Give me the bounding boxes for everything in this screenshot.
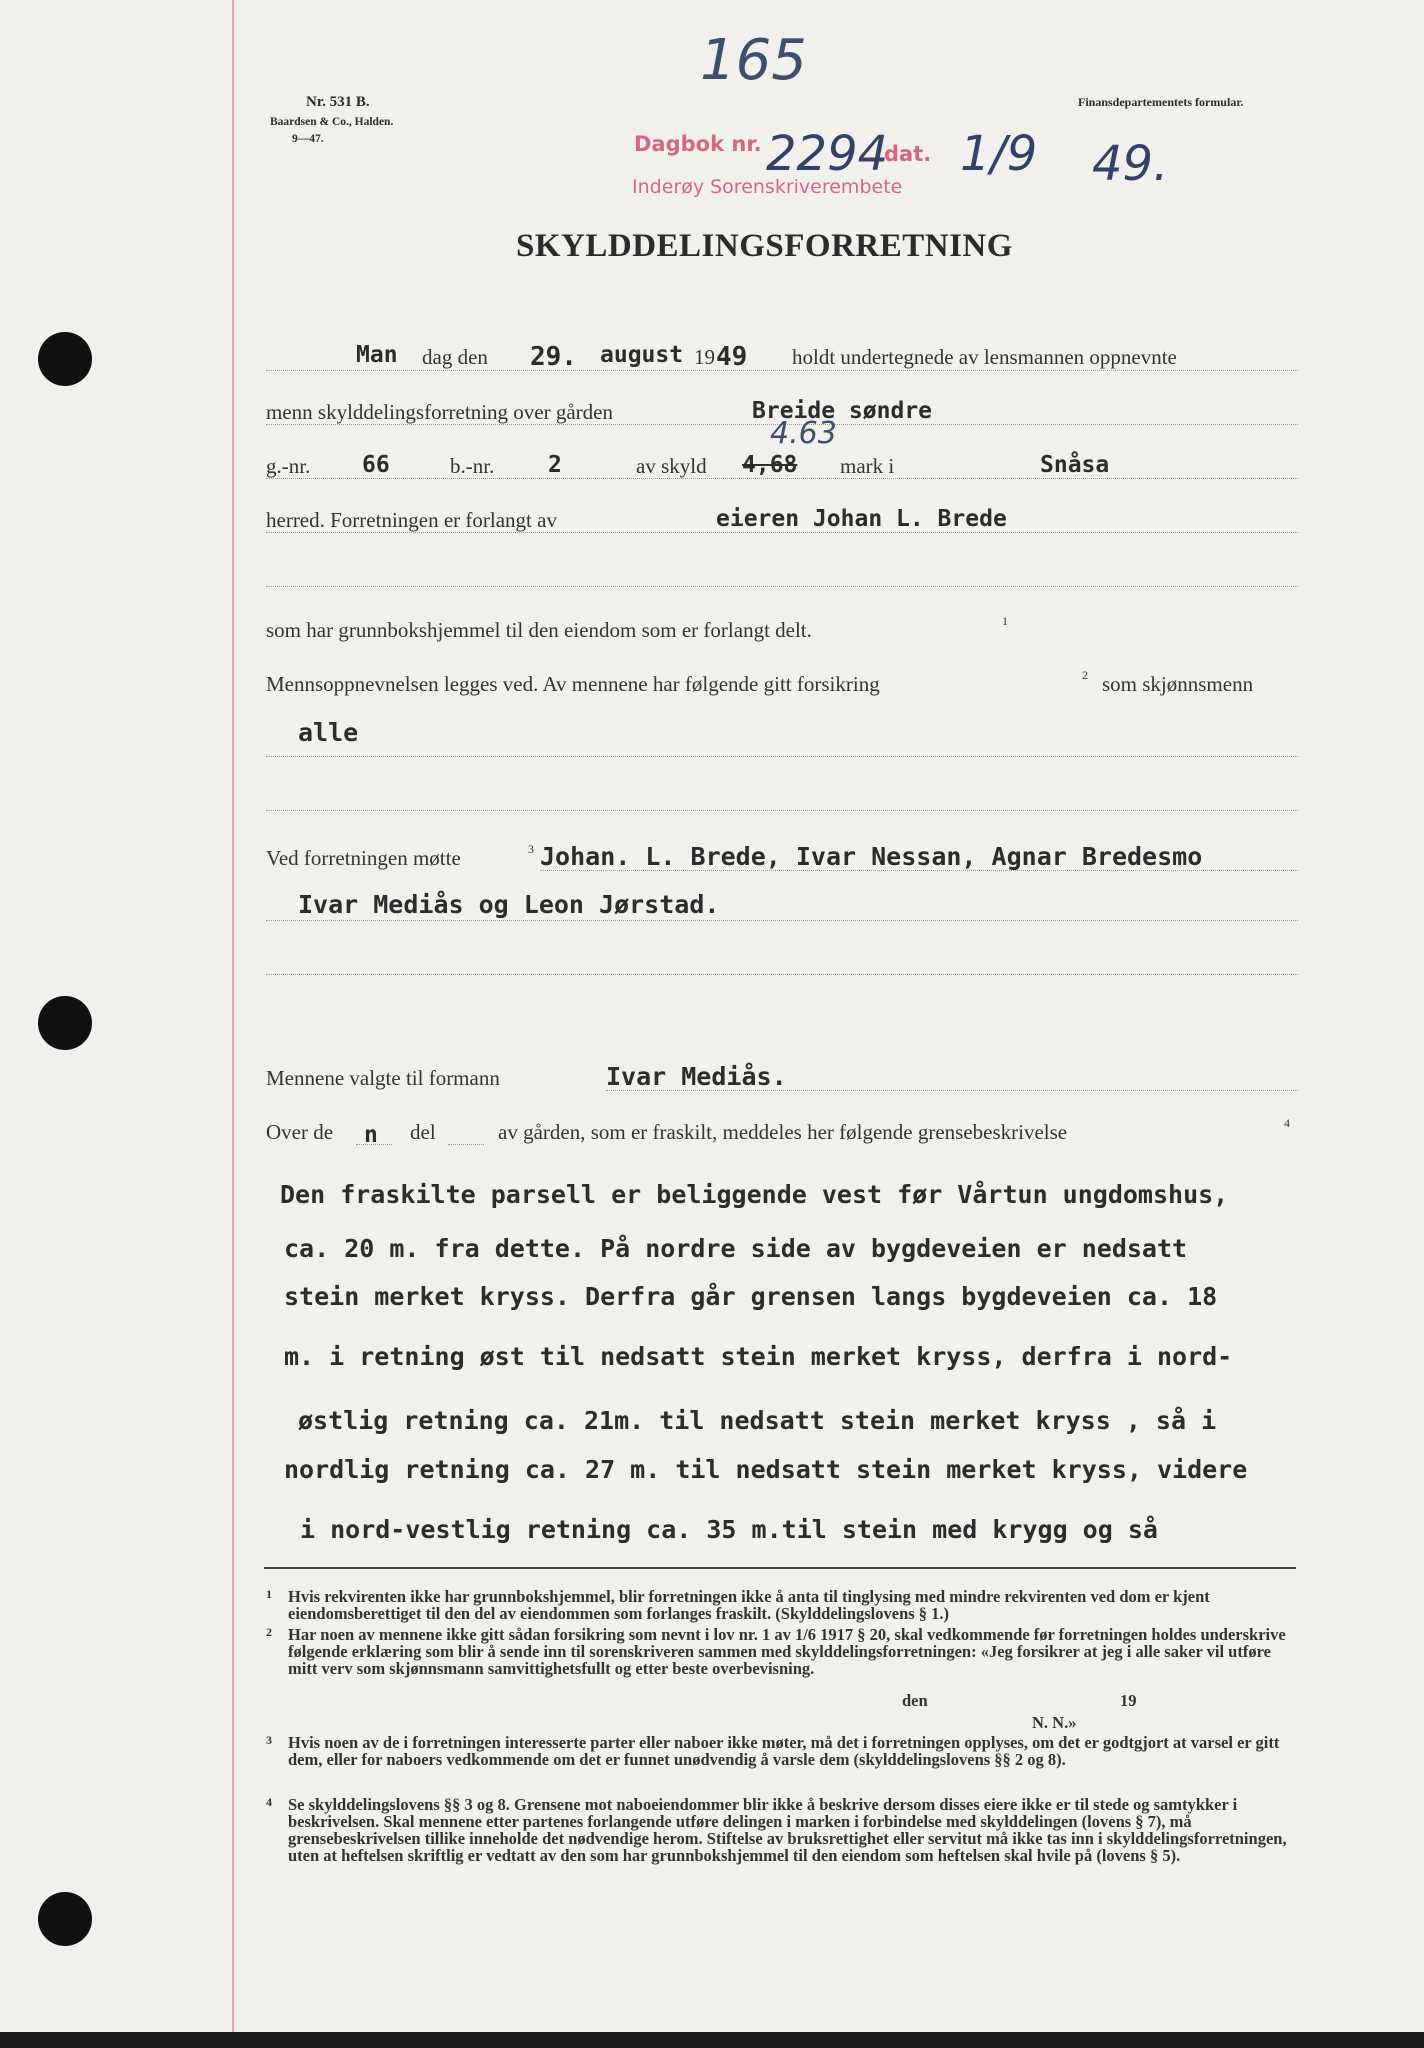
stamp-date-label: dat. [884, 142, 932, 166]
footnote-text: Hvis rekvirenten ikke har grunnbokshjemmel, blir forretningen ikke å anta til tinglysing med mindre rekvirenten ved dom er kjent eiendomsberettiget til den del av eiendommen som forlanges fraskilt. (Skylddelingslovens § 1.) [288, 1587, 1210, 1623]
print-date: 9—47. [292, 133, 324, 145]
dotted-line [448, 1144, 484, 1145]
punch-hole [38, 1892, 92, 1946]
footnote-text: Har noen av mennene ikke gitt sådan forsikring som nevnt i lov nr. 1 av 1/6 1917 § 20, skal vedkommende før forretningen holdes underskrive følgende erklæring som blir å sende inn til sorenskriveren sammen med skylddelingsforretningen: «Jeg forsikrer at jeg i alle saker vil utføre mitt verv som skjønnsmann samvittighetsfullt og etter beste overbevisning. [288, 1625, 1286, 1678]
line1-text: holdt undertegnede av lensmannen oppnevnte [792, 345, 1177, 369]
del-label: del [410, 1120, 436, 1144]
footnote-2-den: den [902, 1691, 928, 1710]
bnr-label: b.-nr. [450, 454, 495, 478]
footnote-mark: 4 [1284, 1116, 1290, 1130]
footnote-number: 4 [266, 1795, 272, 1809]
gnr-value: 66 [362, 452, 390, 478]
punch-hole [38, 332, 92, 386]
page-number: 165 [700, 28, 807, 93]
grunnbok-text: som har grunnbokshjemmel til den eiendom som er forlangt delt. [266, 618, 812, 642]
footnote-2-year: 19 [1120, 1691, 1137, 1710]
menn-text: Mennsoppnevnelsen legges ved. Av mennene har følgende gitt forsikring [266, 672, 880, 696]
stamp-journal-label: Dagbok nr. [634, 132, 762, 156]
document-title: SKYLDDELINGSFORRETNING [516, 228, 1013, 264]
margin-line [232, 0, 234, 2032]
gnr-label: g.-nr. [266, 454, 311, 478]
skyld-new-value: 4.63 [770, 416, 837, 451]
dag-label: dag den [422, 345, 488, 369]
footnote-1 [266, 1587, 1296, 1623]
footnote-rule [264, 1567, 1296, 1569]
attendees-line-2: Ivar Mediås og Leon Jørstad. [298, 890, 720, 919]
stamp-journal-number: 2294 [766, 126, 889, 182]
year-value: 49 [716, 342, 748, 372]
farm-value: Breide søndre [752, 398, 933, 424]
attendees-line-1: Johan. L. Brede, Ivar Nessan, Agnar Bredesmo [540, 842, 1203, 871]
description-line: nordlig retning ca. 27 m. til nedsatt stein merket kryss, videre [284, 1455, 1248, 1484]
description-line: ca. 20 m. fra dette. På nordre side av bygdeveien er nedsatt [284, 1234, 1188, 1263]
footnote-number: 2 [266, 1625, 272, 1639]
dotted-line [266, 586, 1298, 587]
chair-label: Mennene valgte til formann [266, 1066, 500, 1090]
footnote-text: Se skylddelingslovens §§ 3 og 8. Grensene mot naboeiendommer blir ikke å beskrive dersom disses eiere ikke er til stede og samtykker i beskrivelsen. Skal mennene etter partenes forlangende utføre delingen i marken i forbindelse med skylddelingen (lovens § 7), må grensebeskrivelsen tillike inneholde det nødvendige herom. Stiftelse av bruksrettighet eller servitut må ikke tas inn i skylddelingsforretningen, uten at heftelsen skriftlig er vedtatt av den som har grunnbokshjemmel til den eiendom som heftelsen skal hvile på (lovens § 5). [288, 1795, 1287, 1865]
century-label: 19 [694, 345, 715, 369]
description-line: i nord-vestlig retning ca. 35 m.til stein med krygg og så [300, 1515, 1158, 1544]
herred-text: herred. Forretningen er forlangt av [266, 508, 557, 532]
description-line: m. i retning øst til nedsatt stein merket kryss, derfra i nord- [284, 1342, 1233, 1371]
month-value: august [600, 342, 684, 368]
del-value: n [364, 1122, 378, 1148]
footnote-2 [266, 1625, 1296, 1678]
dotted-line [266, 478, 1298, 479]
bnr-value: 2 [548, 452, 562, 478]
footnote-mark: 1 [1002, 614, 1008, 628]
assurance-value: alle [298, 718, 359, 747]
dotted-line [266, 920, 1298, 921]
issuer: Finansdepartementets formular. [1078, 95, 1244, 109]
dotted-line [266, 756, 1298, 757]
dotted-line [540, 870, 1298, 871]
dotted-line [606, 1090, 1298, 1091]
description-line: østlig retning ca. 21m. til nedsatt stein merket kryss , så i [298, 1406, 1217, 1435]
footnote-mark: 2 [1082, 668, 1088, 682]
mark-label: mark i [840, 454, 895, 478]
over-rest-text: av gården, som er fraskilt, meddeles her følgende grensebeskrivelse [498, 1120, 1068, 1144]
footnote-4 [266, 1795, 1296, 1865]
punch-hole [38, 996, 92, 1050]
day-value: 29. [530, 342, 577, 372]
footnote-3 [266, 1733, 1296, 1769]
requester-value: eieren Johan L. Brede [716, 506, 1007, 532]
dotted-line [266, 370, 1298, 371]
description-line: Den fraskilte parsell er beliggende vest før Vårtun ungdomshus, [280, 1180, 1229, 1209]
dotted-line [266, 974, 1298, 975]
footnote-number: 3 [266, 1733, 272, 1747]
printer-name: Baardsen & Co., Halden. [270, 116, 394, 128]
menn-text-end: som skjønnsmenn [1102, 672, 1254, 696]
skyld-label: av skyld [636, 454, 707, 478]
line2-text: menn skylddelingsforretning over gården [266, 400, 613, 424]
chair-value: Ivar Mediås. [606, 1062, 787, 1091]
stamp-office: Inderøy Sorenskriverembete [632, 176, 903, 198]
met-label: Ved forretningen møtte [266, 846, 461, 870]
footnote-2-signature: N. N.» [1032, 1713, 1077, 1732]
weekday-value: Man [356, 342, 398, 368]
skyld-struck-value: 4,68 [742, 452, 798, 478]
over-de-label: Over de [266, 1120, 334, 1144]
dotted-line [356, 1144, 392, 1145]
dotted-line [266, 810, 1298, 811]
footnote-mark: 3 [528, 842, 534, 856]
form-number: Nr. 531 B. [306, 94, 370, 110]
footnote-number: 1 [266, 1587, 272, 1601]
municipality-value: Snåsa [1040, 452, 1110, 478]
description-line: stein merket kryss. Derfra går grensen langs bygdeveien ca. 18 [284, 1282, 1218, 1311]
footnote-text: Hvis noen av de i forretningen interesserte parter eller naboer ikke møter, må det i forretningen opplyses, om det er godtgjort at varsel er gitt dem, eller for naboers vedkommende om det er funnet unødvendig å varsle dem (skylddelingslovens §§ 2 og 8). [288, 1733, 1280, 1769]
stamp-year: 49. [1092, 136, 1169, 192]
scan-edge [0, 2032, 1424, 2048]
stamp-date: 1/9 [960, 126, 1038, 182]
